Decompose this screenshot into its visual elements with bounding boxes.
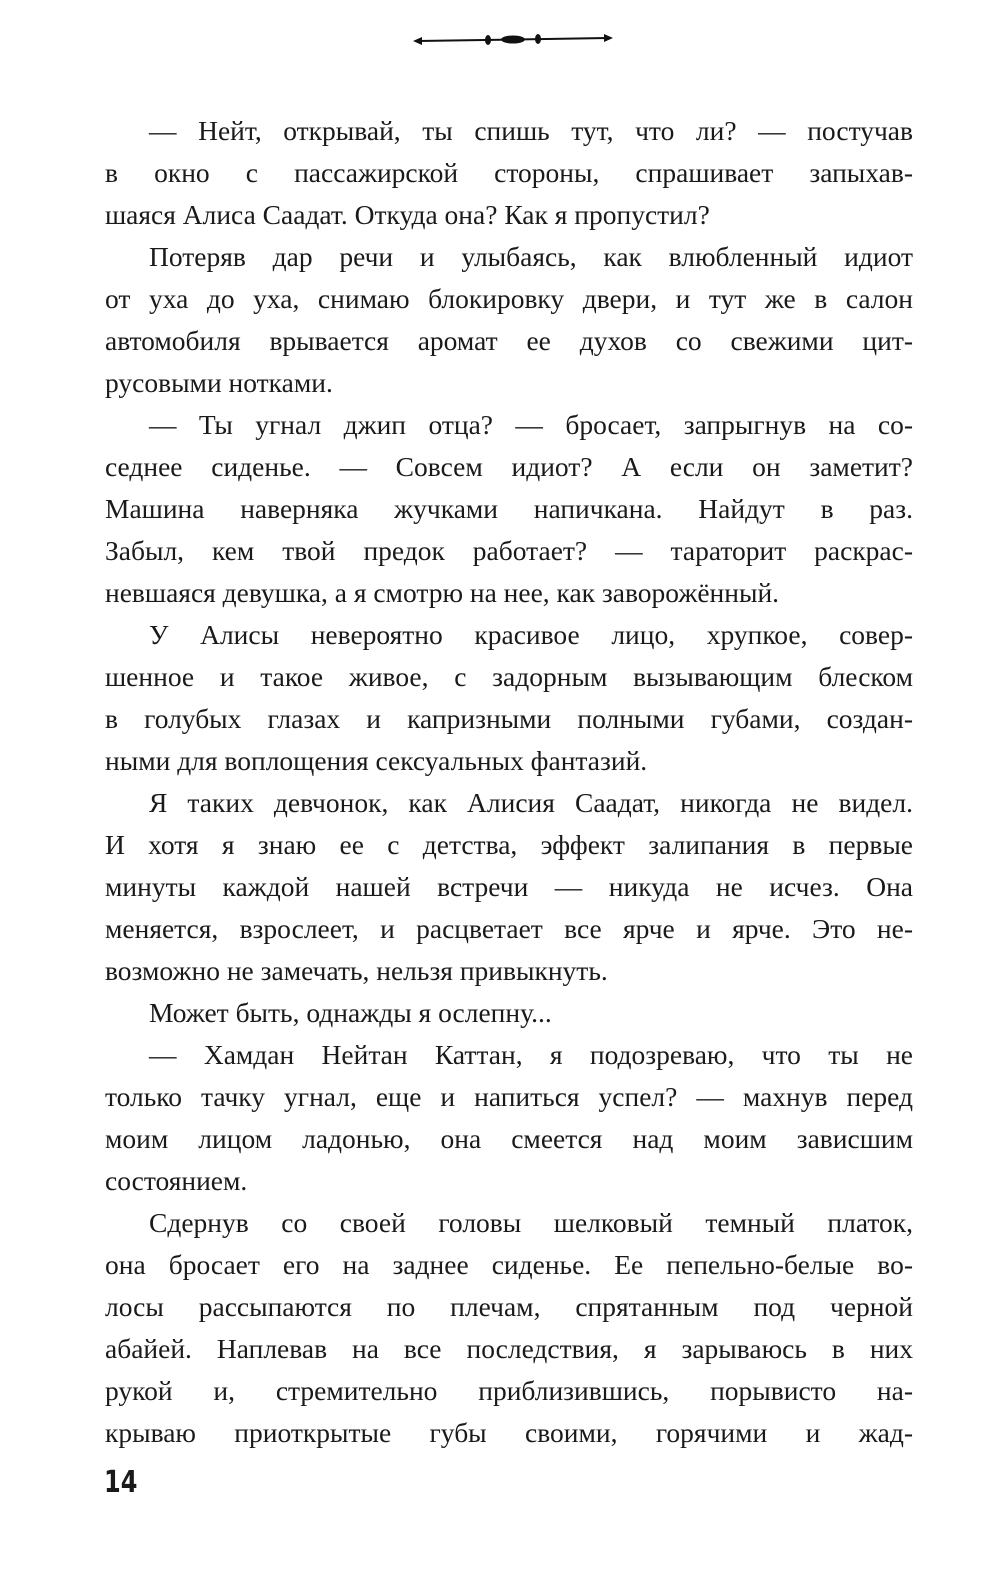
text-line: рукой и, стремительно приблизившись, порывисто на- — [105, 1375, 913, 1406]
text-line: У Алисы невероятно красивое лицо, хрупкое, совер- — [149, 619, 913, 650]
text-line: И хотя я знаю ее с детства, эффект залипания в первые — [105, 829, 913, 860]
body-text — [105, 110, 913, 1454]
text-line: шенное и такое живое, с задорным вызывающим блеском — [105, 661, 913, 692]
paragraph — [105, 236, 913, 404]
text-line: невшаяся девушка, а я смотрю на нее, как заворожённый. — [105, 577, 780, 608]
text-line: Сдернув со своей головы шелковый темный платок, — [149, 1207, 913, 1238]
text-line: возможно не замечать, нельзя привыкнуть. — [105, 955, 608, 986]
text-line: крываю приоткрытые губы своими, горячими и жад- — [105, 1417, 913, 1448]
text-line: минуты каждой нашей встречи — никуда не исчез. Она — [105, 871, 913, 902]
page-number: 14 — [104, 1465, 138, 1500]
paragraph — [105, 1202, 913, 1454]
text-line: Я таких девчонок, как Алисия Саадат, никогда не видел. — [149, 787, 913, 818]
text-line: шаяся Алиса Саадат. Откуда она? Как я пропустил? — [105, 199, 710, 230]
text-line: русовыми нотками. — [105, 367, 333, 398]
text-line: Потеряв дар речи и улыбаясь, как влюбленный идиот — [149, 241, 913, 272]
text-line: — Ты угнал джип отца? — бросает, запрыгнув на со- — [149, 409, 913, 440]
text-line: она бросает его на заднее сиденье. Ее пепельно-белые во- — [105, 1249, 913, 1280]
text-line: седнее сиденье. — Совсем идиот? А если он заметит? — [105, 451, 913, 482]
text-line: автомобиля врывается аромат ее духов со свежими цит- — [105, 325, 913, 356]
text-line: ными для воплощения сексуальных фантазий. — [105, 745, 648, 776]
text-line: — Хамдан Нейтан Каттан, я подозреваю, что ты не — [149, 1039, 913, 1070]
paragraph — [105, 110, 913, 236]
text-line: — Нейт, открывай, ты спишь тут, что ли? — постучав — [149, 115, 913, 146]
text-line: только тачку угнал, еще и напиться успел? — махнув перед — [105, 1081, 913, 1112]
text-line: в голубых глазах и капризными полными губами, создан- — [105, 703, 913, 734]
text-line: состоянием. — [105, 1165, 248, 1196]
paragraph — [105, 992, 913, 1034]
text-line: Машина наверняка жучками напичкана. Найдут в раз. — [105, 493, 913, 524]
text-line: в окно с пассажирской стороны, спрашивает запыхав- — [105, 157, 913, 188]
text-line: абайей. Наплевав на все последствия, я зарываюсь в них — [105, 1333, 913, 1364]
paragraph — [105, 1034, 913, 1202]
paragraph — [105, 614, 913, 782]
text-line: Забыл, кем твой предок работает? — тараторит раскрас- — [105, 535, 913, 566]
paragraph — [105, 404, 913, 614]
text-line: от уха до уха, снимаю блокировку двери, и тут же в салон — [105, 283, 913, 314]
text-line: лосы рассыпаются по плечам, спрятанным под черной — [105, 1291, 913, 1322]
text-line: Может быть, однажды я ослепну... — [149, 997, 552, 1028]
text-line: моим лицом ладонью, она смеется над моим зависшим — [105, 1123, 913, 1154]
decorative-ornament-divider — [333, 30, 693, 50]
text-line: меняется, взрослеет, и расцветает все ярче и ярче. Это не- — [105, 913, 913, 944]
paragraph — [105, 782, 913, 992]
